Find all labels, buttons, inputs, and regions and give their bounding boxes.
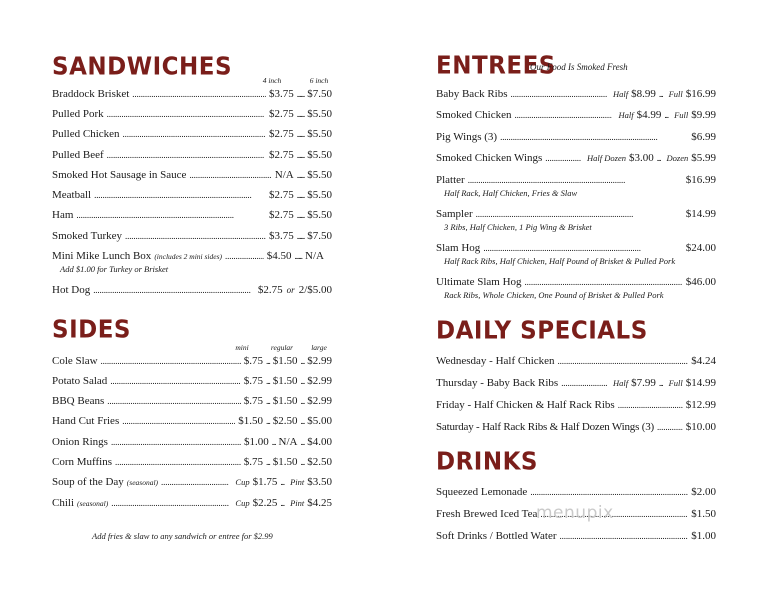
item-name: Wednesday - Half Chicken xyxy=(436,355,555,367)
drinks-heading: DRINKS xyxy=(436,447,538,476)
item-description: Half Rack Ribs, Half Chicken, Half Pound of Brisket & Pulled Pork xyxy=(444,256,676,266)
item-price: $.75 xyxy=(243,395,263,407)
item-price: $5.50 xyxy=(307,108,332,120)
item-name: Pulled Beef xyxy=(52,149,104,161)
item-price: N/A xyxy=(305,250,324,262)
item-price: $1.00 xyxy=(244,436,269,448)
item-price: $2.99 xyxy=(307,355,332,367)
item-price: $1.50 xyxy=(272,456,298,468)
item-price: $1.50 xyxy=(272,375,298,387)
item-name: Soft Drinks / Bottled Water xyxy=(436,530,557,542)
sides-size-header-mini: mini xyxy=(235,343,249,352)
item-name: Platter xyxy=(436,174,465,186)
item-name: Cole Slaw xyxy=(52,355,98,367)
item-price: $2.75 xyxy=(269,128,294,140)
item-name: Braddock Brisket xyxy=(52,88,130,100)
portion-label: Half xyxy=(612,378,629,388)
item-name: Smoked Chicken Wings xyxy=(436,152,543,164)
item-name: Smoked Hot Sausage in Sauce xyxy=(52,169,187,181)
portion-label: Full xyxy=(668,378,683,388)
item-price: $6.99 xyxy=(691,131,716,143)
item-note: (seasonal) xyxy=(126,478,159,487)
menu-item: Mini Mike Lunch Box (includes 2 mini sides) . . . $4.50 ...... N/A xyxy=(52,250,332,263)
sides-heading: SIDES xyxy=(52,315,131,344)
item-name: Ultimate Slam Hog xyxy=(436,276,522,288)
portion-label: Full xyxy=(668,89,683,99)
portion-label: Full xyxy=(674,110,689,120)
item-price: $5.50 xyxy=(307,128,332,140)
menu-item: Corn Muffins . . . $.75 ... $1.50 ... $2.50 xyxy=(52,456,332,469)
item-price: $3.50 xyxy=(307,476,332,488)
menu-item: Smoked Chicken . . . Half $4.99 ... Full $9.99 xyxy=(436,109,716,122)
item-name: Baby Back Ribs xyxy=(436,88,508,100)
item-price: $2.25 xyxy=(252,497,278,509)
menu-item: Smoked Turkey . . . $3.75 ...... $7.50 xyxy=(52,230,332,243)
item-price: $.75 xyxy=(243,456,263,468)
item-name: Pulled Pork xyxy=(52,108,104,120)
item-name: Smoked Chicken xyxy=(436,109,512,121)
item-name: Mini Mike Lunch Box xyxy=(52,250,152,262)
item-price: $4.25 xyxy=(307,497,332,509)
menu-item xyxy=(436,242,716,255)
portion-label: Half Dozen xyxy=(587,153,627,163)
menu-item: Ham . . . $2.75 ...... $5.50 xyxy=(52,209,332,222)
item-price: $16.99 xyxy=(685,88,716,100)
item-price: $2.75 xyxy=(257,284,283,296)
sandwiches-heading: SANDWICHES xyxy=(52,52,233,81)
item-price: $5.50 xyxy=(307,169,332,181)
item-price: $5.50 xyxy=(307,189,332,201)
entrees-heading: ENTREES xyxy=(436,51,556,80)
menu-item: Cole Slaw . . . $.75 ... $1.50 ... $2.99 xyxy=(52,355,332,368)
item-price: $1.75 xyxy=(252,476,278,488)
item-description: 3 Ribs, Half Chicken, 1 Pig Wing & Brisket xyxy=(444,222,592,232)
entrees-tagline: Our Food Is Smoked Fresh xyxy=(530,62,628,72)
item-price: $4.00 xyxy=(307,436,332,448)
menu-item: BBQ Beans . . . $.75 ... $1.50 ... $2.99 xyxy=(52,395,332,408)
item-price: $7.50 xyxy=(307,230,332,242)
item-price: 2/$5.00 xyxy=(298,284,332,296)
item-price: $1.50 xyxy=(238,415,263,427)
menu-item xyxy=(436,276,716,289)
item-description: Add $1.00 for Turkey or Brisket xyxy=(60,264,169,274)
item-price: N/A xyxy=(274,169,294,181)
menu-item: Chili (seasonal) . . . Cup $2.25 ... Pint $4.25 xyxy=(52,497,332,510)
item-price: $4.99 xyxy=(636,109,662,121)
sides-size-header-large: large xyxy=(311,343,327,352)
item-name: Pig Wings (3) xyxy=(436,131,498,143)
menu-item xyxy=(436,421,716,434)
item-price: $46.00 xyxy=(685,276,716,288)
item-note: (includes 2 mini sides) xyxy=(154,252,223,261)
item-price: $2.99 xyxy=(307,395,332,407)
item-price: $1.50 xyxy=(272,395,298,407)
item-price: $3.75 xyxy=(269,230,294,242)
menu-item xyxy=(436,131,716,144)
sandwich-size-header-6in: 6 inch xyxy=(309,76,329,85)
item-price: $.75 xyxy=(243,355,263,367)
menu-item: Pulled Beef . . . $2.75 ...... $5.50 xyxy=(52,149,332,162)
menu-item: Braddock Brisket . . . $3.75 ...... $7.50 xyxy=(52,88,332,101)
item-price: $2.75 xyxy=(269,149,294,161)
item-price: $2.75 xyxy=(269,189,294,201)
portion-label: Dozen xyxy=(666,153,689,163)
menu-item xyxy=(436,486,716,499)
item-price: $1.50 xyxy=(691,508,716,520)
item-name: Meatball xyxy=(52,189,92,201)
item-name: Hand Cut Fries xyxy=(52,415,120,427)
item-name: Fresh Brewed Iced Tea xyxy=(436,508,538,520)
item-name: Soup of the Day xyxy=(52,476,124,488)
item-price: $4.50 xyxy=(266,250,292,262)
menu-item: Pulled Chicken . . . $2.75 ...... $5.50 xyxy=(52,128,332,141)
item-price: $2.50 xyxy=(307,456,332,468)
item-price: $5.50 xyxy=(307,149,332,161)
item-name: Chili xyxy=(52,497,75,509)
portion-label: Half xyxy=(612,89,629,99)
item-name: Pulled Chicken xyxy=(52,128,120,140)
item-price: $16.99 xyxy=(685,174,716,186)
item-price: $2.00 xyxy=(691,486,716,498)
price-separator: or xyxy=(286,285,295,295)
menu-item xyxy=(52,284,332,297)
menu-item xyxy=(436,399,716,412)
item-description: Half Rack, Half Chicken, Fries & Slaw xyxy=(444,188,578,198)
menu-item: Potato Salad . . . $.75 ... $1.50 ... $2.99 xyxy=(52,375,332,388)
portion-label: Cup xyxy=(235,498,250,508)
item-price: $3.00 xyxy=(629,152,654,164)
item-price: $1.50 xyxy=(272,355,298,367)
item-price: $8.99 xyxy=(631,88,656,100)
menu-item: Smoked Chicken Wings . . . Half Dozen $3.00 ... Dozen $5.99 xyxy=(436,152,716,165)
menu-item: Baby Back Ribs . . . Half $8.99 ... Full $16.99 xyxy=(436,88,716,101)
sides-footnote: Add fries & slaw to any sandwich or entree for $2.99 xyxy=(92,531,273,541)
daily-specials-heading: DAILY SPECIALS xyxy=(436,316,648,345)
item-description: Rack Ribs, Whole Chicken, One Pound of Brisket & Pulled Pork xyxy=(444,290,664,300)
item-name: Corn Muffins xyxy=(52,456,112,468)
item-price: $1.00 xyxy=(691,530,716,542)
item-price: $4.24 xyxy=(691,355,716,367)
watermark: menupix xyxy=(536,503,614,523)
item-price: $14.99 xyxy=(685,377,716,389)
menu-item xyxy=(436,530,716,543)
item-name: Sampler xyxy=(436,208,473,220)
sides-size-header-regular: regular xyxy=(270,343,294,352)
item-name: Ham xyxy=(52,209,74,221)
item-name: Hot Dog xyxy=(52,284,91,296)
item-price: $2.50 xyxy=(272,415,298,427)
menu-item xyxy=(436,355,716,368)
menu-item: Soup of the Day (seasonal) . . . Cup $1.75 ... Pint $3.50 xyxy=(52,476,332,489)
item-price: $3.75 xyxy=(269,88,294,100)
item-price: $7.99 xyxy=(631,377,656,389)
menu-item: Thursday - Baby Back Ribs . . . Half $7.99 ... Full $14.99 xyxy=(436,377,716,390)
menu-item: Smoked Hot Sausage in Sauce . . . N/A ...... $5.50 xyxy=(52,169,332,182)
item-name: Slam Hog xyxy=(436,242,481,254)
portion-label: Pint xyxy=(290,477,305,487)
item-price: $12.99 xyxy=(685,399,716,411)
menu-item: Pulled Pork . . . $2.75 ...... $5.50 xyxy=(52,108,332,121)
item-note: (seasonal) xyxy=(77,499,109,508)
item-name: Thursday - Baby Back Ribs xyxy=(436,377,559,389)
menu-item xyxy=(436,208,716,221)
item-name: Friday - Half Chicken & Half Rack Ribs xyxy=(436,399,615,411)
item-name: Potato Salad xyxy=(52,375,108,387)
menu-item: Onion Rings . . . $1.00 ... N/A ... $4.00 xyxy=(52,436,332,449)
item-name: Saturday - Half Rack Ribs & Half Dozen Wings (3) xyxy=(436,421,654,433)
item-price: $10.00 xyxy=(685,421,716,433)
menu-item xyxy=(436,174,716,187)
item-price: $24.00 xyxy=(685,242,716,254)
item-price: $9.99 xyxy=(691,109,716,121)
item-name: Onion Rings xyxy=(52,436,108,448)
item-price: $5.99 xyxy=(691,152,716,164)
item-price: $7.50 xyxy=(307,88,332,100)
item-price: $2.99 xyxy=(307,375,332,387)
item-name: BBQ Beans xyxy=(52,395,105,407)
item-name: Smoked Turkey xyxy=(52,230,122,242)
item-price: $2.75 xyxy=(269,108,294,120)
item-price: $2.75 xyxy=(269,209,294,221)
item-price: $14.99 xyxy=(685,208,716,220)
portion-label: Half xyxy=(618,110,634,120)
item-price: $5.50 xyxy=(307,209,332,221)
portion-label: Cup xyxy=(235,477,250,487)
menu-item: Meatball . . . $2.75 ...... $5.50 xyxy=(52,189,332,202)
item-price: $5.00 xyxy=(307,415,332,427)
sandwich-size-header-4in: 4 inch xyxy=(262,76,282,85)
menu-item: Hand Cut Fries . . . $1.50 ... $2.50 ... $5.00 xyxy=(52,415,332,428)
item-name: Squeezed Lemonade xyxy=(436,486,528,498)
portion-label: Pint xyxy=(290,498,305,508)
item-price: $.75 xyxy=(243,375,263,387)
item-price: N/A xyxy=(278,436,298,448)
